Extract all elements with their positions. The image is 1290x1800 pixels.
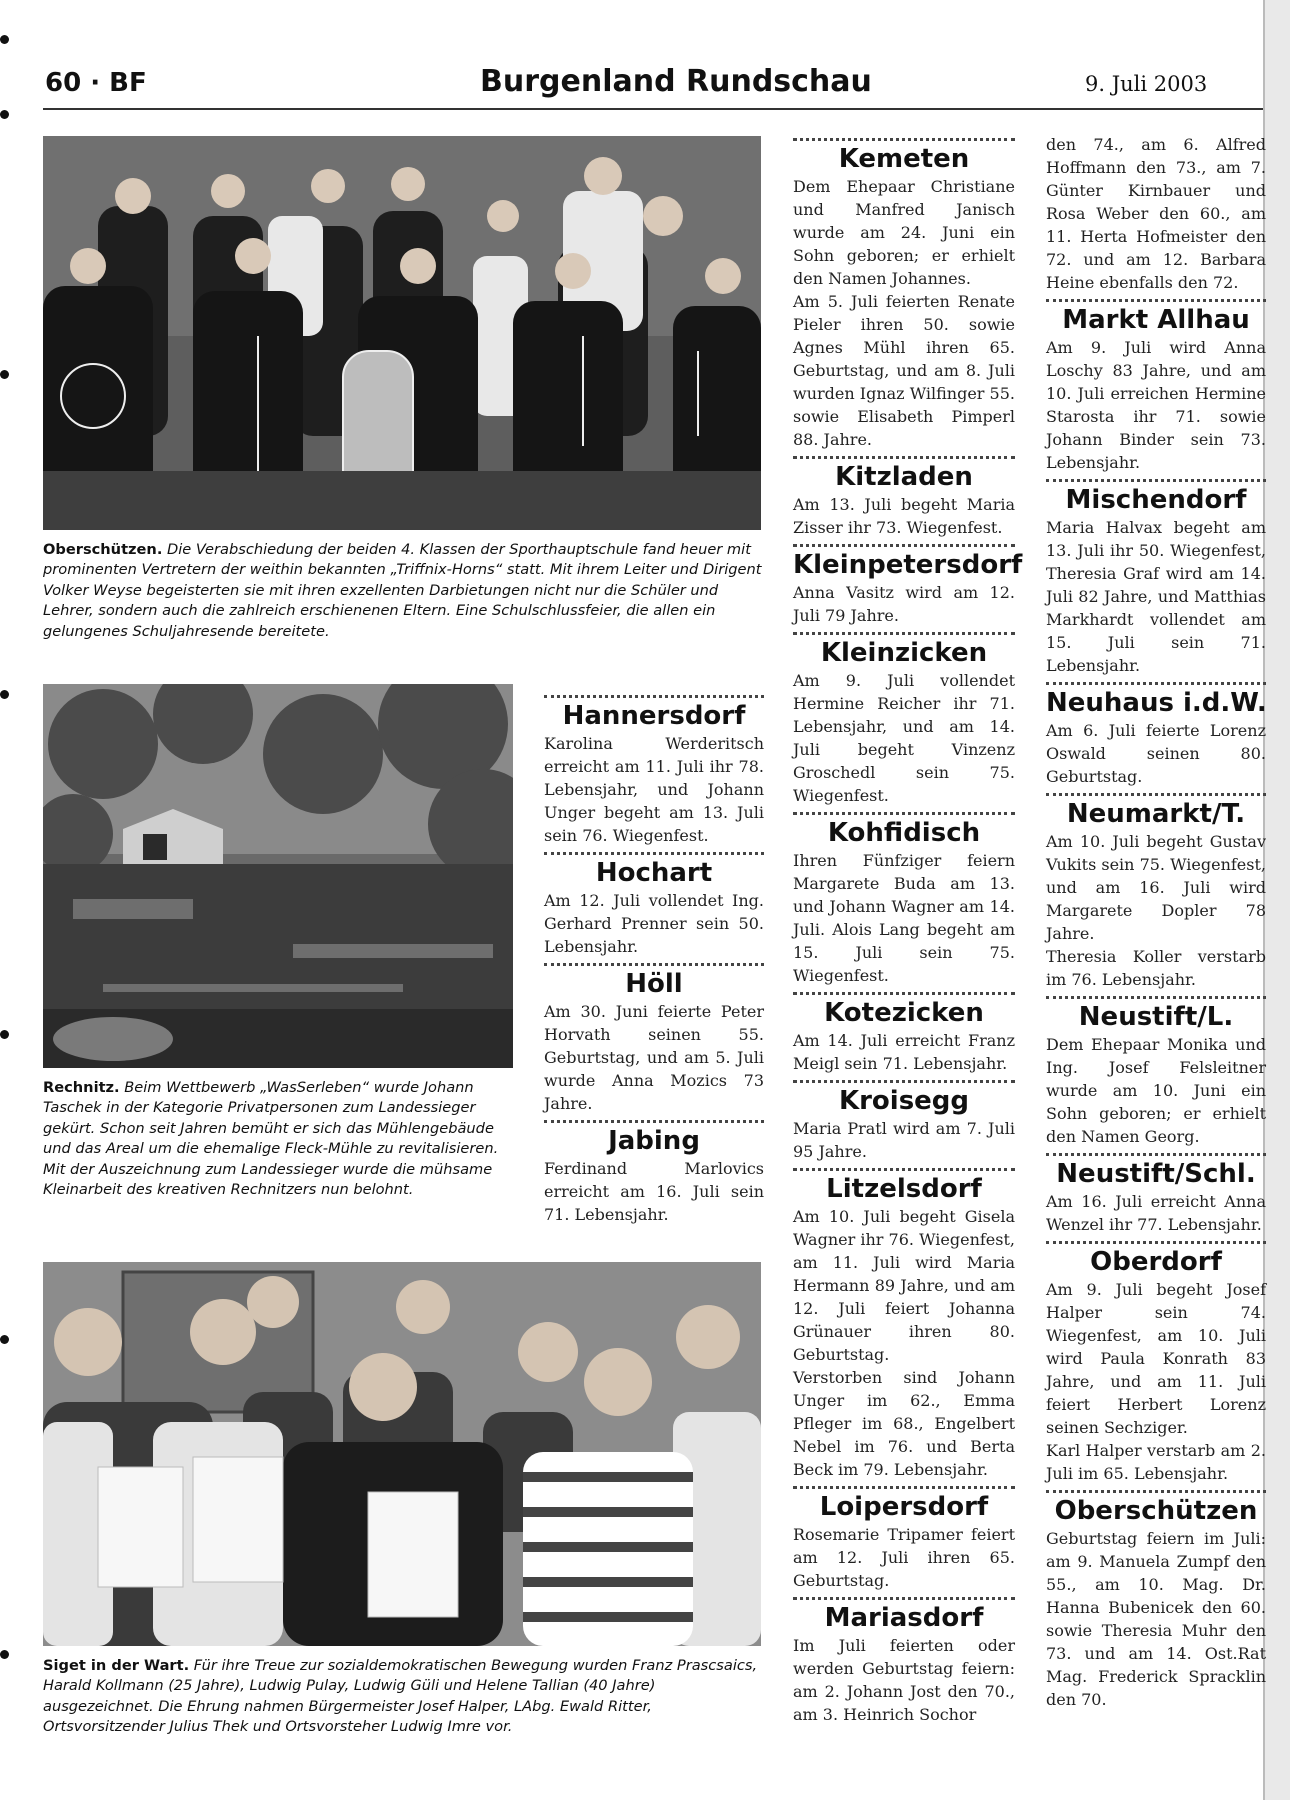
section-paragraph: Am 10. Juli begeht Gustav Vukits sein 75. Wiegenfest, und am 16. Juli wird Margarete Dopler 78 Jahre. — [1046, 832, 1266, 943]
section-paragraph: Theresia Koller verstarb im 76. Lebensjahr. — [1046, 947, 1266, 989]
section-separator — [793, 1597, 1015, 1600]
section-separator — [1046, 479, 1266, 482]
section-separator — [793, 1486, 1015, 1489]
section-paragraph: Am 14. Juli erreicht Franz Meigl sein 71. Lebensjahr. — [793, 1031, 1015, 1073]
section-body-neuhaus — [1046, 719, 1266, 788]
section-body-loipersdorf — [793, 1523, 1015, 1592]
punch-mark — [0, 110, 9, 119]
section-title-kroisegg: Kroisegg — [838, 1086, 970, 1116]
caption-mill-pond — [43, 1078, 517, 1200]
section-body-kleinzicken — [793, 669, 1015, 807]
section-paragraph: den 74., am 6. Alfred Hoffmann den 73., am 7. Günter Kirnbauer und Rosa Weber den 60., am 11. Herta Hofmeister den 72. und am 12. Barbara Heine ebenfalls den 72. — [1046, 135, 1266, 292]
section-paragraph: Ihren Fünfziger feiern Margarete Buda am 13. und Johann Wagner am 14. Juli. Alois Lang begeht am 15. Juli sein 75. Wiegenfest. — [793, 851, 1015, 985]
section-separator — [544, 852, 764, 855]
section-body-oberschuetzen — [1046, 1527, 1266, 1711]
section-paragraph: Am 10. Juli begeht Gisela Wagner ihr 76. Wiegenfest, am 11. Juli wird Maria Hermann 89 Jahre, und am 12. Juli feiert Johanna Grünauer ihren 80. Geburtstag. — [793, 1207, 1015, 1364]
section-title-kleinzicken: Kleinzicken — [820, 638, 988, 668]
caption-honorees — [43, 1656, 765, 1738]
section-paragraph: Maria Halvax begeht am 13. Juli ihr 50. Wiegenfest, Theresia Graf wird am 14. Juli 82 Jahre, und Matthias Markhardt vollendet am 15. Juli sein 71. Lebensjahr. — [1046, 518, 1266, 675]
photo-band-group — [43, 136, 761, 530]
section-body-litzelsdorf — [793, 1205, 1015, 1481]
section-separator — [1046, 1153, 1266, 1156]
section-body-mariasdorf-cont — [1046, 133, 1266, 294]
section-body-mischendorf — [1046, 516, 1266, 677]
band-photo-drawing — [43, 136, 761, 530]
section-body-mariasdorf — [793, 1634, 1015, 1726]
section-separator — [793, 456, 1015, 459]
section-paragraph: Dem Ehepaar Monika und Ing. Josef Felsleitner wurde am 10. Juni ein Sohn geboren; er erhielt den Namen Georg. — [1046, 1035, 1266, 1146]
section-title-neumarkt: Neumarkt/T. — [1066, 799, 1246, 829]
section-paragraph: Im Juli feierten oder werden Geburtstag feiern: am 2. Johann Jost den 70., am 3. Heinrich Sochor — [793, 1636, 1015, 1724]
section-paragraph: Am 16. Juli erreicht Anna Wenzel ihr 77. Lebensjahr. — [1046, 1192, 1266, 1234]
section-paragraph: Verstorben sind Johann Unger im 62., Emma Pfleger im 68., Engelbert Nebel im 76. und Berta Beck im 79. Lebensjahr. — [793, 1368, 1015, 1479]
section-paragraph: Karl Halper verstarb am 2. Juli im 65. Lebensjahr. — [1046, 1441, 1266, 1483]
section-paragraph: Am 9. Juli begeht Josef Halper sein 74. Wiegenfest, am 10. Juli wird Paula Konrath 83 Jahre, und am 11. Juli feiert Herbert Lorenz seinen Sechziger. — [1046, 1280, 1266, 1437]
section-body-neumarkt — [1046, 830, 1266, 991]
section-title-kotezicken: Kotezicken — [824, 998, 984, 1028]
section-title-hochart: Hochart — [595, 858, 713, 888]
section-body-oberdorf — [1046, 1278, 1266, 1485]
page-binding-edge — [1263, 0, 1290, 1800]
caption-lead: Oberschützen. — [43, 541, 163, 558]
punch-mark — [0, 690, 9, 699]
section-title-neustift-schl: Neustift/Schl. — [1056, 1159, 1256, 1189]
caption-band — [43, 540, 765, 642]
punch-mark — [0, 370, 9, 379]
caption-lead: Siget in der Wart. — [43, 1657, 190, 1674]
section-separator — [1046, 793, 1266, 796]
section-body-kotezicken — [793, 1029, 1015, 1075]
section-body-neustift-schl — [1046, 1190, 1266, 1236]
section-title-loipersdorf: Loipersdorf — [819, 1492, 989, 1522]
section-body-hannersdorf — [544, 732, 764, 847]
column-1 — [544, 690, 764, 1226]
section-paragraph: Am 12. Juli vollendet Ing. Gerhard Prenner sein 50. Lebensjahr. — [544, 891, 764, 956]
section-separator — [793, 992, 1015, 995]
punch-mark — [0, 35, 9, 44]
caption-text: Für ihre Treue zur sozialdemokratischen Bewegung wurden Franz Prascsaics, Harald Kollmann (25 Jahre), Ludwig Pulay, Ludwig Güli und Helene Tallian (40 Jahre) ausgezeichnet. Die Ehrung nahmen Bürgermeister Josef Halper, LAbg. Ewald Ritter, Ortsvorsitzender Julius Thek und Ortsvorsteher Ludwig Imre vor. — [43, 1657, 758, 1736]
section-paragraph: Anna Vasitz wird am 12. Juli 79 Jahre. — [793, 583, 1015, 625]
header-rule — [43, 108, 1263, 110]
section-paragraph: Ferdinand Marlovics erreicht am 16. Juli sein 71. Lebensjahr. — [544, 1159, 764, 1224]
section-separator — [793, 812, 1015, 815]
section-paragraph: Geburtstag feiern im Juli: am 9. Manuela Zumpf den 55., am 10. Mag. Dr. Hanna Bubenicek den 60. sowie Theresia Muhr den 73. und am 14. Ost.Rat Mag. Frederick Spracklin den 70. — [1046, 1529, 1266, 1709]
section-separator — [544, 695, 764, 698]
section-title-kleinpetersdorf: Kleinpetersdorf — [793, 550, 1023, 580]
section-body-jabing — [544, 1157, 764, 1226]
section-title-oberschuetzen: Oberschützen — [1054, 1496, 1258, 1526]
section-paragraph: Am 13. Juli begeht Maria Zisser ihr 73. Wiegenfest. — [793, 495, 1015, 537]
caption-lead: Rechnitz. — [43, 1079, 120, 1096]
section-title-oberdorf: Oberdorf — [1090, 1247, 1222, 1277]
page-number: 60 · BF — [45, 68, 147, 98]
section-body-kemeten — [793, 175, 1015, 451]
honorees-photo-drawing — [43, 1262, 761, 1646]
section-paragraph: Am 6. Juli feierte Lorenz Oswald seinen 80. Geburtstag. — [1046, 721, 1266, 786]
column-2 — [793, 133, 1023, 1726]
section-body-neustift-l — [1046, 1033, 1266, 1148]
newspaper-title: Burgenland Rundschau — [480, 64, 872, 99]
column-3 — [1046, 133, 1266, 1711]
pond-photo-drawing — [43, 684, 513, 1068]
section-separator — [544, 963, 764, 966]
section-paragraph: Karolina Werderitsch erreicht am 11. Juli ihr 78. Lebensjahr, und Johann Unger begeht am 13. Juli sein 76. Wiegenfest. — [544, 734, 764, 845]
section-title-hannersdorf: Hannersdorf — [562, 701, 746, 731]
photo-mill-pond — [43, 684, 513, 1068]
punch-mark — [0, 1335, 9, 1344]
section-separator — [1046, 299, 1266, 302]
section-title-hoell: Höll — [625, 969, 683, 999]
section-paragraph: Rosemarie Tripamer feiert am 12. Juli ihren 65. Geburtstag. — [793, 1525, 1015, 1590]
section-paragraph: Am 9. Juli wird Anna Loschy 83 Jahre, und am 10. Juli erreichen Hermine Starosta ihr 71. sowie Johann Binder sein 73. Lebensjahr. — [1046, 338, 1266, 472]
issue-date: 9. Juli 2003 — [1085, 72, 1208, 96]
section-paragraph: Dem Ehepaar Christiane und Manfred Janisch wurde am 24. Juni ein Sohn geboren; er erhielt den Namen Johannes. — [793, 177, 1015, 288]
section-separator — [1046, 1490, 1266, 1493]
section-separator — [793, 544, 1015, 547]
section-body-kroisegg — [793, 1117, 1015, 1163]
section-title-neustift-l: Neustift/L. — [1078, 1002, 1234, 1032]
section-title-markt-allhau: Markt Allhau — [1062, 305, 1250, 335]
section-paragraph: Am 9. Juli vollendet Hermine Reicher ihr 71. Lebensjahr, und am 14. Juli begeht Vinzenz Groschedl sein 75. Wiegenfest. — [793, 671, 1015, 805]
section-body-markt-allhau — [1046, 336, 1266, 474]
section-separator — [793, 632, 1015, 635]
section-separator — [1046, 996, 1266, 999]
section-body-kitzladen — [793, 493, 1015, 539]
section-title-mariasdorf: Mariasdorf — [824, 1603, 984, 1633]
section-title-kemeten: Kemeten — [838, 144, 970, 174]
section-body-hoell — [544, 1000, 764, 1115]
section-body-kohfidisch — [793, 849, 1015, 987]
section-body-hochart — [544, 889, 764, 958]
section-title-kohfidisch: Kohfidisch — [827, 818, 981, 848]
section-separator — [1046, 682, 1266, 685]
caption-text: Die Verabschiedung der beiden 4. Klassen der Sporthauptschule fand heuer mit prominenten Vertretern der weithin bekannten „Triffnix-Horns“ statt. Mit ihrem Leiter und Dirigent Volker Weyse begeisterten sie mit ihren exzellenten Darbietungen nicht nur die Schüler und Lehrer, sondern auch die zahlreich erschienenen Eltern. Eine Schulschlussfeier, die allen ein gelungenes Schuljahresende bereitete. — [43, 541, 762, 640]
section-separator — [793, 1168, 1015, 1171]
section-separator — [793, 1080, 1015, 1083]
section-paragraph: Maria Pratl wird am 7. Juli 95 Jahre. — [793, 1119, 1015, 1161]
section-separator — [544, 1120, 764, 1123]
section-title-jabing: Jabing — [608, 1126, 700, 1156]
section-title-kitzladen: Kitzladen — [835, 462, 973, 492]
section-title-neuhaus: Neuhaus i.d.W. — [1046, 688, 1267, 718]
section-paragraph: Am 30. Juni feierte Peter Horvath seinen 55. Geburtstag, und am 5. Juli wurde Anna Mozics 73 Jahre. — [544, 1002, 764, 1113]
section-body-kleinpetersdorf — [793, 581, 1015, 627]
section-title-mischendorf: Mischendorf — [1065, 485, 1247, 515]
photo-honorees — [43, 1262, 761, 1646]
punch-mark — [0, 1650, 9, 1659]
section-title-litzelsdorf: Litzelsdorf — [826, 1174, 982, 1204]
section-separator — [793, 138, 1015, 141]
section-separator — [1046, 1241, 1266, 1244]
punch-mark — [0, 1030, 9, 1039]
section-paragraph: Am 5. Juli feierten Renate Pieler ihren 50. sowie Agnes Mühl ihren 65. Geburtstag, und am 8. Juli wurden Ignaz Wilfinger 55. sowie Elisabeth Pimperl 88. Jahre. — [793, 292, 1015, 449]
caption-text: Beim Wettbewerb „WasSerleben“ wurde Johann Taschek in der Kategorie Privatpersonen zum Landessieger gekürt. Schon seit Jahren bemüht er sich das Mühlengebäude und das Areal um die ehemalige Fleck-Mühle zu revitalisieren. Mit der Auszeichnung zum Landessieger wurde die mühsame Kleinarbeit des kreativen Rechnitzers nun belohnt. — [43, 1079, 499, 1199]
